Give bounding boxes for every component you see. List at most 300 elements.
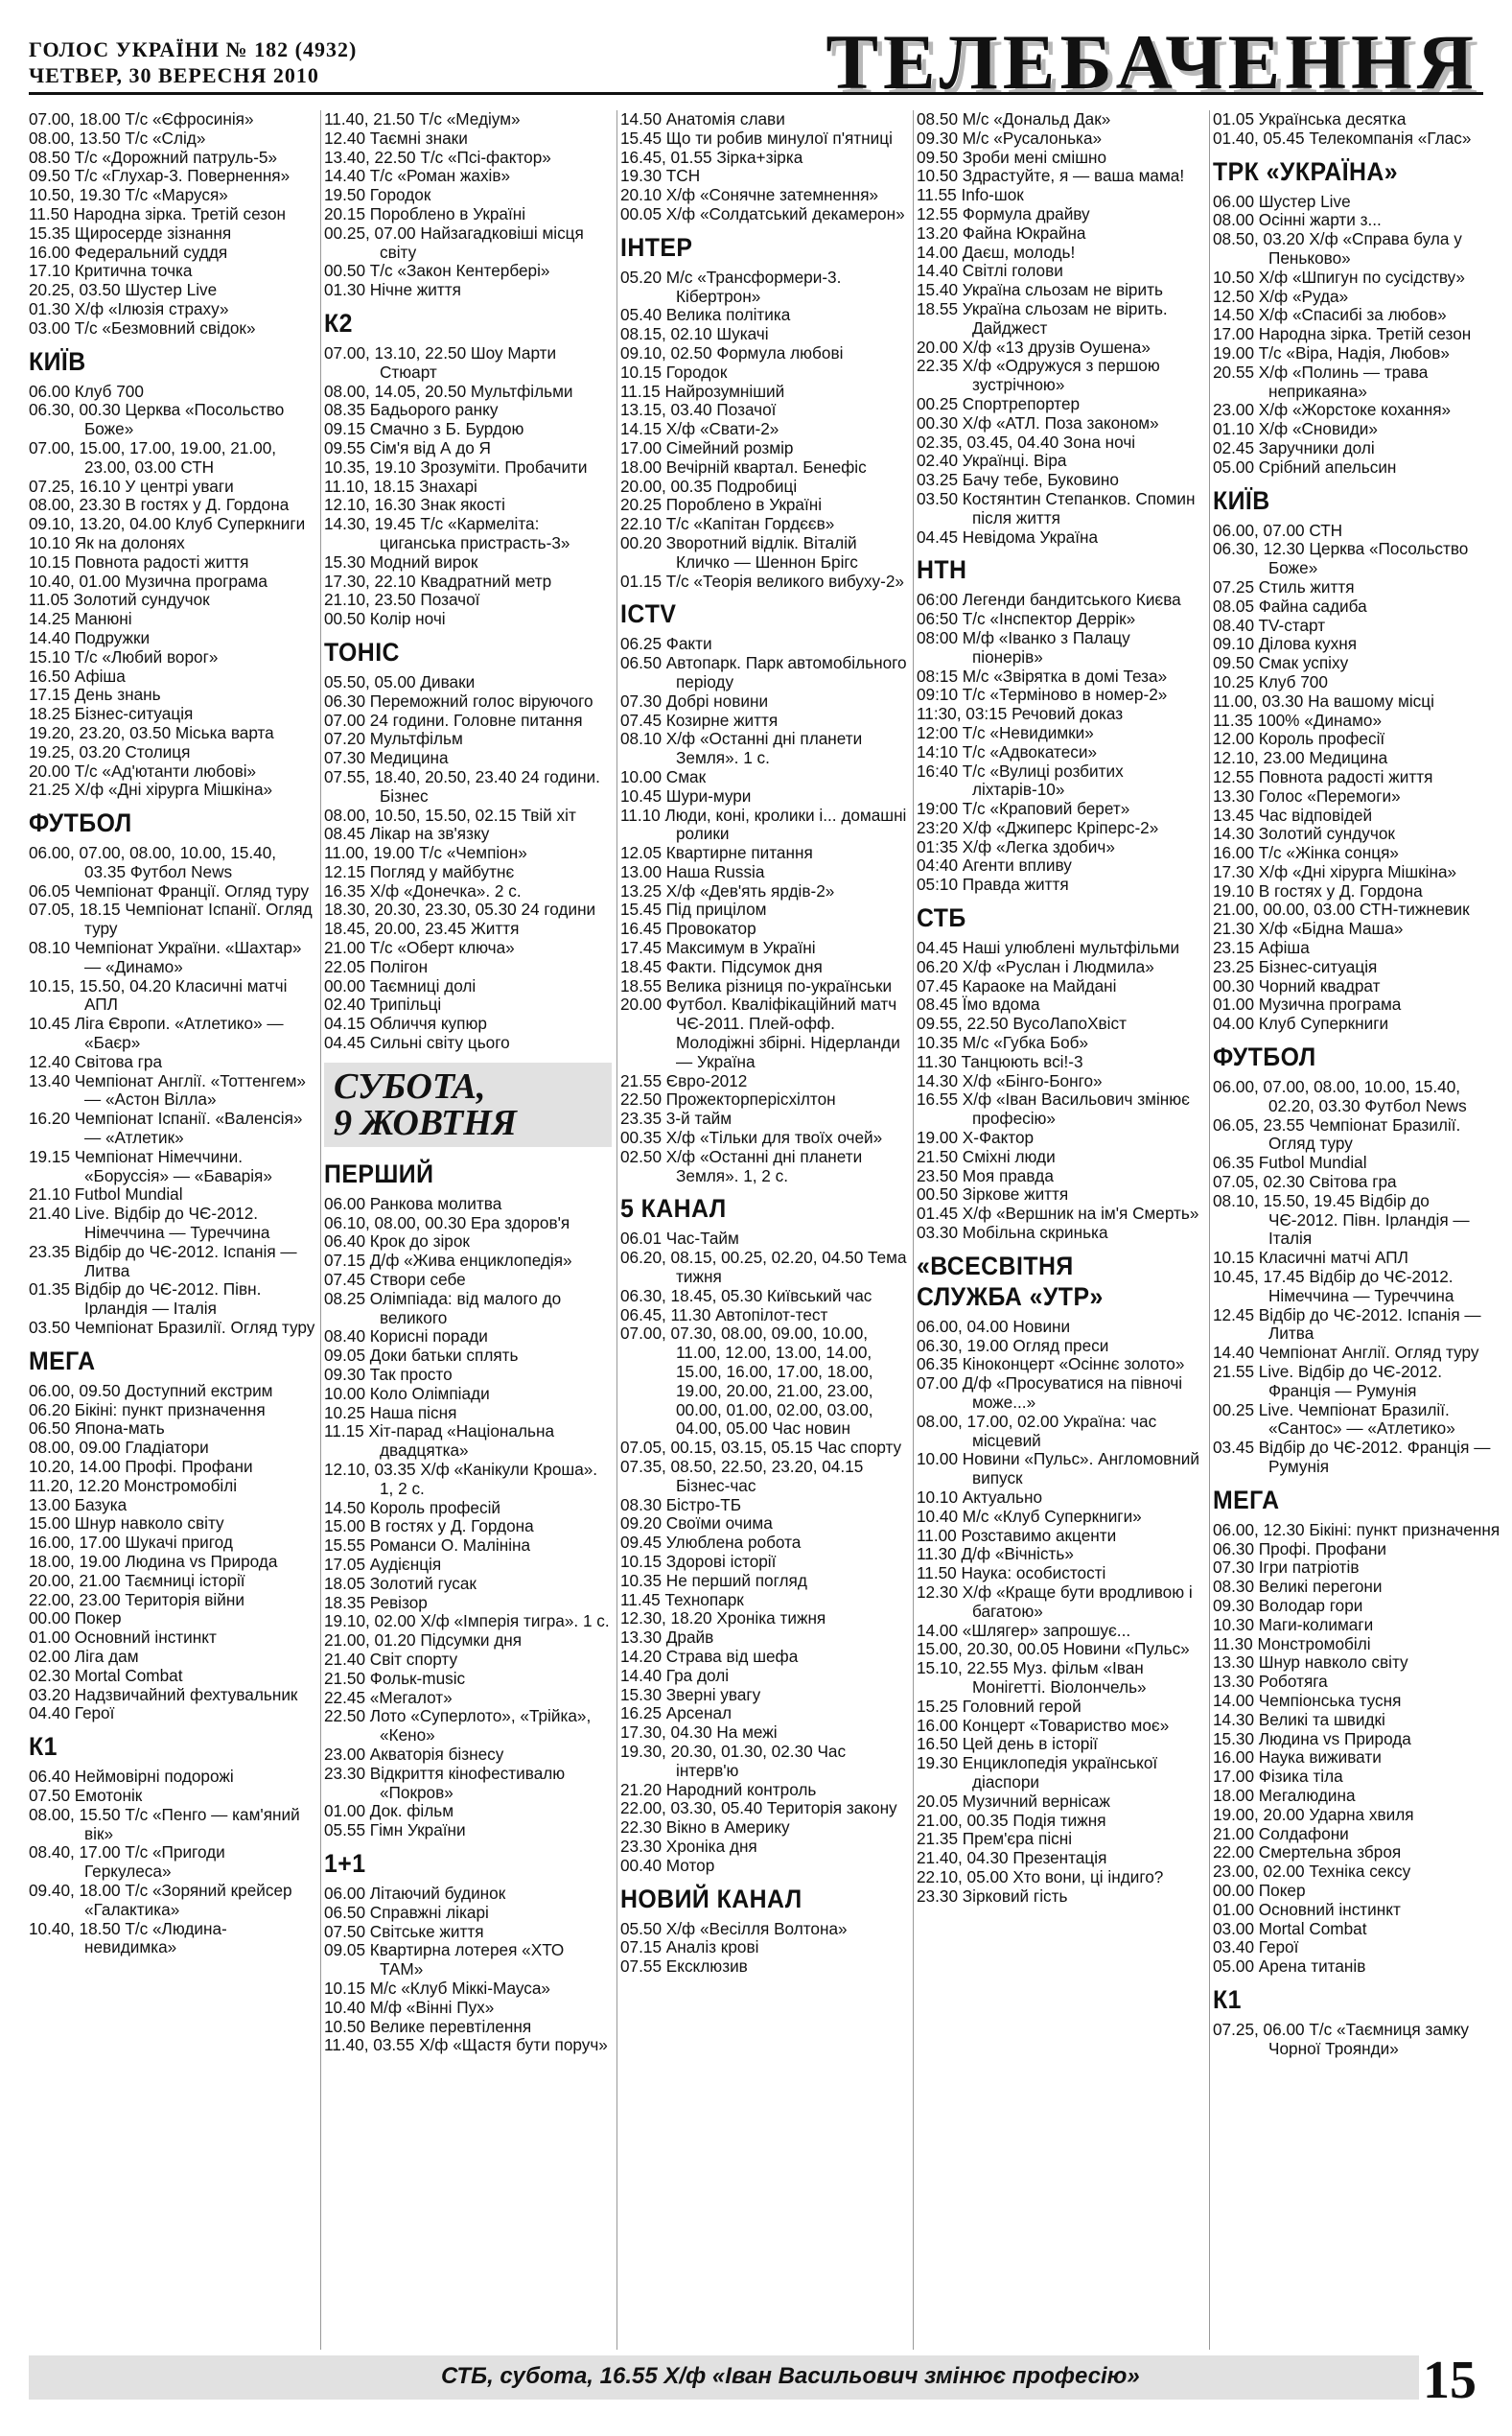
program-entry: 21.55 Live. Відбір до ЧЄ-2012. Франція — Румунія [1213, 1362, 1443, 1400]
program-entry: 06.30, 18.45, 05.30 Київський час [620, 1285, 872, 1305]
program-entry: 04.45 Сильні світу цього [324, 1033, 510, 1053]
newspaper-issue: ГОЛОС УКРАЇНИ № 182 (4932) [29, 37, 358, 61]
program-entry: 08.40, 17.00 Т/с «Пригоди Геркулеса» [29, 1842, 225, 1882]
program-entry: 08.05 Файна садиба [1213, 596, 1367, 616]
program-entry: 08.40 TV-старт [1213, 615, 1326, 635]
program-entry: 21.00, 01.20 Підсумки дня [324, 1630, 523, 1651]
program-entry: 07.00, 13.10, 22.50 Шоу Марти Стюарт [324, 342, 557, 382]
program-entry: 19.50 Городок [324, 185, 431, 205]
program-entry: 11.50 Народна зірка. Третій сезон [29, 203, 286, 223]
program-entry: 23.35 3-й тайм [620, 1109, 733, 1129]
program-entry: 16.50 Афіша [29, 666, 126, 686]
program-entry: 14.00 «Шлягер» запрошує... [917, 1620, 1131, 1640]
program-entry: 07.25 Стиль життя [1213, 576, 1355, 597]
program-entry: 10.50 Х/ф «Шпигун по сусідству» [1213, 267, 1465, 287]
program-entry: 15.10, 22.55 Муз. фільм «Іван Монігетті. Віолончель» [917, 1658, 1147, 1697]
program-entry: 07.15 Аналіз крові [620, 1937, 759, 1957]
program-entry: 13.30 Голос «Перемоги» [1213, 785, 1401, 806]
program-entry: 12.30 Х/ф «Краще бути вродливою і багатою» [917, 1581, 1193, 1621]
program-entry: 17.05 Аудієнція [324, 1555, 442, 1574]
program-entry: 08:00 М/ф «Іванко з Палацу піонерів» [917, 627, 1130, 667]
program-entry: 09.30 М/с «Русалонька» [917, 128, 1103, 148]
program-entry: 08.30 Великі перегони [1213, 1577, 1383, 1597]
program-entry: 12.05 Квартирне питання [620, 843, 813, 863]
program-entry: 16.50 Цей день в історії [917, 1734, 1098, 1754]
program-entry: 07.00, 18.00 Т/с «Єфросинія» [29, 110, 254, 129]
program-entry: 22.45 «Мегалот» [324, 1687, 453, 1707]
program-entry: 06:00 Легенди бандитського Києва [917, 590, 1181, 610]
program-entry: 04.40 Герої [29, 1703, 115, 1723]
program-entry: 09.30 Володар гори [1213, 1595, 1363, 1615]
program-entry: 02.30 Mortal Combat [29, 1665, 183, 1685]
program-entry: 06.00, 12.30 Бікіні: пункт призначення [1213, 1519, 1500, 1539]
program-entry: 17.30, 22.10 Квадратний метр [324, 571, 552, 591]
program-entry: 10.45, 17.45 Відбір до ЧЄ-2012. Німеччина — Туреччина [1213, 1267, 1454, 1305]
program-entry: 10.35 Не перший погляд [620, 1570, 807, 1590]
column-1 [29, 110, 316, 2350]
program-entry: 03.25 Бачу тебе, Буковино [917, 470, 1119, 490]
program-entry: 05.55 Гімн України [324, 1820, 466, 1840]
program-entry: 14.40 Чемпіонат Англії. Огляд туру [1213, 1343, 1479, 1363]
program-entry: 13.00 Базука [29, 1494, 128, 1514]
program-entry: 06.00 Літаючий будинок [324, 1883, 506, 1903]
channel-heading: ТРК «УКРАЇНА» [1213, 156, 1399, 186]
program-entry: 11.10, 18.15 Знахарі [324, 476, 477, 496]
program-entry: 20.00 Футбол. Кваліфікаційний матч ЧЄ-2011. Плей-офф. Молодіжні збірні. Нідерланди — Україна [620, 995, 900, 1071]
program-entry: 11.30 Монстромобілі [1213, 1633, 1371, 1653]
program-entry: 06.50 Япона-мать [29, 1418, 165, 1439]
program-entry: 15.00, 20.30, 00.05 Новини «Пульс» [917, 1639, 1190, 1659]
program-entry: 22.00, 03.30, 05.40 Територія закону [620, 1798, 897, 1818]
program-entry: 12.00 Король професії [1213, 729, 1385, 749]
program-entry: 12:00 Т/с «Невидимки» [917, 722, 1094, 742]
program-entry: 12.15 Погляд у майбутнє [324, 861, 515, 881]
program-entry: 12.40 Світова гра [29, 1051, 163, 1071]
program-entry: 10.35 М/с «Губка Боб» [917, 1033, 1089, 1053]
program-entry: 08.10 Чемпіонат України. «Шахтар» — «Динамо» [29, 938, 302, 976]
program-entry: 06.20 Х/ф «Руслан і Людмила» [917, 956, 1154, 976]
program-entry: 17.00 Сімейний розмір [620, 437, 794, 457]
program-entry: 09.10, 02.50 Формула любові [620, 342, 844, 363]
program-entry: 09.55 Сім'я від А до Я [324, 437, 491, 457]
program-entry: 01.00 Основний інстинкт [1213, 1899, 1401, 1919]
program-entry: 21.40 Світ спорту [324, 1649, 458, 1669]
program-entry: 14.40 Т/с «Роман жахів» [324, 166, 511, 186]
program-entry: 10.25 Клуб 700 [1213, 671, 1328, 691]
program-entry: 11.15 Хіт-парад «Національна двадцятка» [324, 1421, 555, 1461]
program-entry: 00.25 Live. Чемпіонат Бразилії. «Сантос» — «Атлетико» [1213, 1399, 1455, 1439]
program-entry: 14:10 Т/с «Адвокатеси» [917, 741, 1098, 761]
program-entry: 01.00 Док. фільм [324, 1801, 454, 1821]
program-entry: 10.50, 19.30 Т/с «Маруся» [29, 185, 228, 205]
program-entry: 05.40 Велика політика [620, 305, 791, 325]
day-banner-line: СУБОТА, [334, 1066, 486, 1107]
program-entry: 20.00, 21.00 Таємниці історії [29, 1570, 245, 1590]
program-entry: 17.15 День знань [29, 685, 161, 705]
program-entry: 07.45 Караоке на Майдані [917, 975, 1117, 995]
program-entry: 08.50 М/с «Дональд Дак» [917, 110, 1111, 129]
program-entry: 14.00 Чемпіонська тусня [1213, 1690, 1402, 1710]
program-entry: 22.00 Смертельна зброя [1213, 1842, 1402, 1862]
program-entry: 13.30 Драйв [620, 1628, 714, 1648]
program-entry: 02.40 Українці. Віра [917, 451, 1067, 471]
program-entry: 19.00 Т/с «Віра, Надія, Любов» [1213, 342, 1450, 363]
program-entry: 09.20 Своїми очима [620, 1513, 773, 1534]
program-entry: 00.05 Х/ф «Солдатський декамерон» [620, 203, 905, 223]
program-entry: 21.35 Прем'єра пісні [917, 1829, 1073, 1849]
program-entry: 23.00 Акваторія бізнесу [324, 1744, 504, 1764]
program-entry: 03.00 Т/с «Безмовний свідок» [29, 317, 256, 338]
program-entry: 18.35 Ревізор [324, 1592, 428, 1612]
channel-heading: К1 [1213, 1984, 1242, 2014]
program-entry: 21.10 Futbol Mundial [29, 1184, 183, 1205]
program-entry: 19.20, 23.20, 03.50 Міська варта [29, 722, 274, 742]
program-entry: 06.00, 07.00, 08.00, 10.00, 15.40, 02.20, 03.30 Футбол News [1213, 1077, 1467, 1115]
program-entry: 10.10 Актуально [917, 1487, 1043, 1507]
program-entry: 08.15, 02.10 Шукачі [620, 324, 769, 344]
program-entry: 06.50 Справжні лікарі [324, 1902, 489, 1922]
program-entry: 07.30 Медицина [324, 748, 449, 768]
program-entry: 07.35, 08.50, 22.50, 23.20, 04.15 Бізнес-час [620, 1457, 864, 1495]
program-entry: 08.00, 23.30 В гостях у Д. Гордона [29, 495, 290, 515]
program-entry: 06.00, 07.00 СТН [1213, 520, 1343, 540]
program-entry: 16.00 Федеральний суддя [29, 242, 228, 262]
program-entry: 08.45 Їмо вдома [917, 995, 1040, 1015]
program-entry: 13.40, 22.50 Т/с «Псі-фактор» [324, 147, 551, 167]
program-entry: 02.00 Ліга дам [29, 1646, 139, 1666]
program-entry: 12.10, 23.00 Медицина [1213, 748, 1388, 768]
program-entry: 19.00, 20.00 Ударна хвиля [1213, 1804, 1414, 1824]
program-entry: 05.00 Срібний апельсин [1213, 457, 1397, 477]
program-entry: 07.00, 07.30, 08.00, 09.00, 10.00, 11.00, 12.00, 13.00, 14.00, 15.00, 16.00, 17.00, 18.00, 19.00, 20.00, 21.00, 23.00, 00.00, 01.00, 02.00, 03.00, 04.00, 05.00 Час новин [620, 1323, 873, 1439]
program-entry: 19.10 В гостях у Д. Гордона [1213, 880, 1423, 901]
program-entry: 10.40 М/ф «Вінні Пух» [324, 1997, 495, 2017]
channel-heading: ФУТБОЛ [1213, 1042, 1316, 1072]
program-entry: 19.25, 03.20 Столиця [29, 741, 191, 761]
program-entry: 21.00 Солдафони [1213, 1823, 1349, 1843]
program-entry: 19.30 Енциклопедія української діаспори [917, 1753, 1158, 1792]
program-entry: 15.45 Під прицілом [620, 900, 767, 920]
program-entry: 23.00 Х/ф «Жорстоке кохання» [1213, 400, 1452, 420]
program-entry: 14.30, 19.45 Т/с «Кармеліта: циганська пристрасть-3» [324, 514, 570, 552]
program-entry: 00.25 Спортрепортер [917, 393, 1081, 413]
program-entry: 01.00 Музична програма [1213, 995, 1402, 1015]
program-entry: 16:40 Т/с «Вулиці розбитих ліхтарів-10» [917, 761, 1124, 800]
program-entry: 19.30, 20.30, 01.30, 02.30 Час інтерв'ю [620, 1741, 847, 1780]
program-entry: 00.30 Чорний квадрат [1213, 975, 1381, 995]
program-entry: 21.10, 23.50 Позачої [324, 590, 480, 610]
program-entry: 07.45 Створи себе [324, 1270, 466, 1290]
program-entry: 07.45 Козирне життя [620, 710, 779, 730]
program-entry: 21.30 Х/ф «Бідна Маша» [1213, 919, 1404, 939]
program-entry: 05.00 Арена титанів [1213, 1956, 1366, 1977]
program-entry: 17.30 Х/ф «Дні хірурга Мішкіна» [1213, 861, 1457, 881]
program-entry: 21.55 Євро-2012 [620, 1070, 748, 1090]
program-entry: 12.55 Повнота радості життя [1213, 766, 1433, 786]
program-entry: 06.50 Автопарк. Парк автомобільного періоду [620, 653, 907, 691]
program-entry: 06.45, 11.30 Автопілот-тест [620, 1304, 828, 1324]
program-entry: 01.30 Х/ф «Ілюзія страху» [29, 298, 229, 318]
program-entry: 21.00, 00.35 Подія тижня [917, 1810, 1106, 1830]
channel-heading: МЕГА [1213, 1485, 1280, 1514]
program-entry: 06.01 Час-Тайм [620, 1229, 739, 1249]
program-entry: 06:50 Т/с «Інспектор Деррік» [917, 609, 1136, 629]
program-entry: 16.00 Наука виживати [1213, 1747, 1382, 1768]
program-entry: 00.50 Колір ночі [324, 609, 446, 629]
program-entry: 06.25 Факти [620, 634, 712, 654]
column-divider [320, 110, 321, 2350]
program-entry: 01.15 Т/с «Теорія великого вибуху-2» [620, 571, 904, 591]
program-entry: 09.30 Так просто [324, 1365, 453, 1385]
program-entry: 14.15 Х/ф «Свати-2» [620, 419, 779, 439]
program-entry: 15.10 Т/с «Любий ворог» [29, 646, 219, 667]
program-entry: 09.55, 22.50 ВусоЛапоХвіст [917, 1014, 1127, 1034]
program-entry: 19.30 ТСН [620, 166, 701, 186]
program-entry: 08.00, 13.50 Т/с «Слід» [29, 128, 206, 148]
day-banner-line: 9 ЖОВТНЯ [334, 1102, 517, 1143]
program-entry: 06.00, 09.50 Доступний екстрим [29, 1380, 273, 1400]
program-entry: 11.15 Найрозумніший [620, 381, 785, 401]
program-entry: 17.30, 04.30 На межі [620, 1722, 778, 1743]
program-entry: 10.50 Здрастуйте, я — ваша мама! [917, 166, 1185, 186]
program-entry: 07.00, 15.00, 17.00, 19.00, 21.00, 23.00, 03.00 СТН [29, 437, 277, 477]
program-entry: 16.45 Провокатор [620, 919, 756, 939]
program-entry: 10.15 Повнота радості життя [29, 551, 249, 572]
program-entry: 10.15 М/с «Клуб Міккі-Мауса» [324, 1978, 550, 1998]
program-entry: 06.20, 08.15, 00.25, 02.20, 04.50 Тема тижня [620, 1248, 907, 1287]
program-entry: 01.00 Основний інстинкт [29, 1628, 217, 1648]
program-entry: 14.40 Світлі голови [917, 261, 1063, 281]
program-entry: 05:10 Правда життя [917, 875, 1069, 895]
program-entry: 23.25 Бізнес-ситуація [1213, 956, 1378, 976]
program-entry: 13.30 Шнур навколо світу [1213, 1652, 1408, 1673]
program-entry: 04:40 Агенти впливу [917, 855, 1072, 876]
program-entry: 10.00 Коло Олімпіади [324, 1383, 490, 1403]
program-entry: 10.20, 14.00 Профі. Профани [29, 1457, 253, 1476]
masthead-info [29, 36, 357, 88]
program-entry: 20.05 Музичний вернісаж [917, 1791, 1110, 1811]
program-entry: 23.30 Зірковий гість [917, 1886, 1068, 1906]
program-entry: 13.15, 03.40 Позачої [620, 400, 777, 420]
page-footer [29, 2352, 1486, 2419]
program-entry: 18.00 Мегалюдина [1213, 1785, 1356, 1805]
program-entry: 03.50 Костянтин Степанков. Спомин після життя [917, 488, 1196, 527]
section-title: ТЕЛЕБАЧЕННЯ [826, 18, 1478, 105]
program-entry: 22.10 Т/с «Капітан Гордєєв» [620, 514, 835, 534]
program-entry: 23.00, 02.00 Техніка сексу [1213, 1862, 1411, 1882]
program-entry: 08.40 Корисні поради [324, 1326, 488, 1347]
program-entry: 08.00, 15.50 Т/с «Пенго — кам'яний вік» [29, 1804, 300, 1843]
program-entry: 15.00 Шнур навколо світу [29, 1513, 224, 1534]
program-entry: 06.00, 04.00 Новини [917, 1316, 1071, 1336]
channel-heading: ФУТБОЛ [29, 808, 132, 838]
program-entry: 14.20 Страва від шефа [620, 1646, 799, 1666]
program-entry: 14.50 Х/ф «Спасибі за любов» [1213, 305, 1447, 325]
program-entry: 06.30, 00.30 Церква «Посольство Боже» [29, 400, 285, 439]
channel-heading: К1 [29, 1732, 58, 1762]
program-entry: 14.30 Х/ф «Бінго-Бонго» [917, 1070, 1103, 1090]
program-entry: 01:35 Х/ф «Легка здобич» [917, 836, 1115, 856]
program-entry: 19.15 Чемпіонат Німеччини. «Боруссія» — «Баварія» [29, 1146, 272, 1185]
program-entry: 21.50 Фольк-music [324, 1668, 466, 1688]
program-entry: 10.40 М/с «Клуб Суперкниги» [917, 1506, 1142, 1526]
program-entry: 06.00 Ранкова молитва [324, 1193, 502, 1213]
program-entry: 01.35 Відбір до ЧЄ-2012. Півн. Ірландія — Італія [29, 1279, 262, 1319]
program-entry: 18.30, 20.30, 23.30, 05.30 24 години [324, 900, 596, 920]
program-entry: 09.45 Улюблена робота [620, 1533, 802, 1553]
program-entry: 00.20 Зворотний відлік. Віталій Кличко — Шеннон Брігс [620, 532, 858, 572]
program-entry: 18.45 Факти. Підсумок дня [620, 956, 823, 976]
program-entry: 07.30 Ігри патріотів [1213, 1558, 1360, 1578]
program-entry: 15.00 В гостях у Д. Гордона [324, 1516, 534, 1536]
program-entry: 09.10 Ділова кухня [1213, 634, 1357, 654]
program-entry: 23.50 Моя правда [917, 1165, 1054, 1185]
program-entry: 21.40 Live. Відбір до ЧЄ-2012. Німеччина — Туреччина [29, 1204, 270, 1243]
program-entry: 22.05 Полігон [324, 956, 429, 976]
program-entry: 21.40, 04.30 Презентація [917, 1848, 1107, 1868]
channel-heading: ТОНІС [324, 637, 400, 667]
program-entry: 15.30 Людина vs Природа [1213, 1728, 1411, 1748]
program-entry: 05.50 Х/ф «Весілля Волтона» [620, 1918, 848, 1938]
program-entry: 15.35 Щиросерде зізнання [29, 223, 232, 243]
program-entry: 08.45 Лікар на зв'язку [324, 824, 490, 844]
program-entry: 00.00 Покер [29, 1608, 122, 1628]
program-entry: 06.05, 23.55 Чемпіонат Бразилії. Огляд туру [1213, 1114, 1461, 1154]
program-entry: 12.50 Х/ф «Руда» [1213, 286, 1349, 306]
program-entry: 05.50, 05.00 Диваки [324, 671, 476, 691]
program-entry: 00.35 Х/ф «Тільки для твоїх очей» [620, 1128, 883, 1148]
channel-heading: НОВИЙ КАНАЛ [620, 1884, 803, 1913]
program-entry: 02.45 Заручники долі [1213, 437, 1375, 457]
program-entry: 14.00 Даєш, молодь! [917, 242, 1076, 262]
column-4 [917, 110, 1204, 2350]
program-entry: 13.30 Роботяга [1213, 1672, 1328, 1692]
channel-heading: «ВСЕСВІТНЯ СЛУЖБА «УТР» [917, 1251, 1104, 1311]
program-entry: 09.05 Квартирна лотерея «ХТО ТАМ» [324, 1940, 565, 1979]
program-entry: 06.05 Чемпіонат Франції. Огляд туру [29, 880, 310, 901]
program-entry: 07.00 24 години. Головне питання [324, 710, 583, 730]
program-entry: 08.00, 14.05, 20.50 Мультфільми [324, 381, 573, 401]
program-entry: 18.55 Велика різниця по-українськи [620, 975, 893, 995]
program-entry: 08.00, 10.50, 15.50, 02.15 Твій хіт [324, 805, 576, 825]
program-entry: 19:00 Т/с «Краповий берет» [917, 799, 1130, 819]
program-entry: 17.45 Максимум в Україні [620, 938, 816, 958]
program-entry: 13.40 Чемпіонат Англії. «Тоттенгем» — «Астон Вілла» [29, 1070, 306, 1110]
program-entry: 12.45 Відбір до ЧЄ-2012. Іспанія — Литва [1213, 1304, 1481, 1344]
program-entry: 10.15 Класичні матчі АПЛ [1213, 1248, 1408, 1268]
program-entry: 06.00 Клуб 700 [29, 381, 144, 401]
program-entry: 04.15 Обличчя купюр [324, 1014, 487, 1034]
program-entry: 16.55 Х/ф «Іван Васильович змінює професію» [917, 1089, 1190, 1129]
program-entry: 14.50 Анатомія слави [620, 110, 785, 129]
program-entry: 06.20 Бікіні: пункт призначення [29, 1399, 266, 1419]
program-entry: 06.30, 12.30 Церква «Посольство Боже» [1213, 539, 1469, 578]
program-entry: 06.30 Переможний голос віруючого [324, 691, 593, 711]
column-3 [620, 110, 908, 2350]
program-entry: 20.00 Х/ф «13 друзів Оушена» [917, 337, 1151, 357]
column-divider [1209, 110, 1210, 2350]
program-entry: 14.50 Король професій [324, 1497, 500, 1517]
program-entry: 10.00 Смак [620, 766, 707, 786]
program-entry: 03.40 Герої [1213, 1937, 1299, 1957]
program-entry: 07.55, 18.40, 20.50, 23.40 24 години. Бізнес [324, 766, 600, 806]
program-entry: 08.30 Бістро-ТБ [620, 1494, 741, 1514]
program-entry: 22.30 Вікно в Америку [620, 1817, 790, 1838]
program-entry: 11.30 Д/ф «Вічність» [917, 1544, 1074, 1564]
program-entry: 12.30, 18.20 Хроніка тижня [620, 1608, 826, 1628]
program-entry: 05.20 М/с «Трансформери-3. Кібертрон» [620, 267, 842, 306]
program-entry: 20.15 Пороблено в Україні [324, 203, 526, 223]
page-header [0, 0, 1512, 110]
program-entry: 07.20 Мультфільм [324, 729, 463, 749]
program-entry: 08.50 Т/с «Дорожний патруль-5» [29, 147, 278, 167]
program-entry: 08.35 Бадьорого ранку [324, 400, 499, 420]
promo-text: СТБ, субота, 16.55 Х/ф «Іван Васильович змінює професію» [441, 2363, 1140, 2389]
program-entry: 11.30 Танцюють всі!-3 [917, 1051, 1083, 1071]
program-entry: 10.00 Новини «Пульс». Англомовний випуск [917, 1449, 1199, 1488]
program-entry: 01.30 Нічне життя [324, 280, 461, 300]
program-entry: 23:20 Х/ф «Джиперс Кріперс-2» [917, 817, 1159, 837]
program-entry: 13.45 Час відповідей [1213, 805, 1373, 825]
program-entry: 13.25 Х/ф «Дев'ять ярдів-2» [620, 880, 835, 901]
program-entry: 15.25 Головний герой [917, 1696, 1082, 1716]
program-entry: 10.15 Городок [620, 362, 728, 382]
program-entry: 06.30 Профі. Профани [1213, 1538, 1387, 1558]
program-entry: 10.45 Ліга Європи. «Атлетико» — «Баєр» [29, 1014, 284, 1053]
program-entry: 22.10, 05.00 Хто вони, ці індиго? [917, 1866, 1164, 1886]
program-entry: 08.00, 17.00, 02.00 Україна: час місцевий [917, 1411, 1157, 1450]
program-entry: 00.50 Зіркове життя [917, 1184, 1069, 1205]
program-entry: 03.20 Надзвичайний фехтувальник [29, 1684, 298, 1704]
program-entry: 13.20 Файна Юкрайна [917, 223, 1086, 243]
channel-heading: 1+1 [324, 1848, 366, 1878]
program-entry: 06.40 Неймовірні подорожі [29, 1767, 234, 1787]
program-entry: 00.00 Таємниці долі [324, 975, 477, 995]
program-entry: 18.55 Україна сльозам не вірить. Дайджест [917, 298, 1168, 338]
program-entry: 06.10, 08.00, 00.30 Ера здоров'я [324, 1212, 570, 1232]
program-entry: 09.10, 13.20, 04.00 Клуб Суперкниги [29, 514, 306, 534]
program-entry: 15.40 Україна сльозам не вірить [917, 280, 1163, 300]
program-entry: 00.30 Х/ф «АТЛ. Поза законом» [917, 412, 1159, 433]
program-entry: 17.00 Народна зірка. Третій сезон [1213, 324, 1472, 344]
column-2 [324, 110, 612, 2350]
program-entry: 13.00 Наша Russia [620, 861, 765, 881]
program-entry: 16.25 Арсенал [620, 1703, 733, 1723]
program-entry: 14.30 Великі та швидкі [1213, 1709, 1385, 1729]
program-entry: 06.00 Шустер Live [1213, 191, 1351, 211]
listings-columns [29, 110, 1500, 2350]
program-entry: 11.35 100% «Динамо» [1213, 710, 1383, 730]
program-entry: 16.00, 17.00 Шукачі пригод [29, 1533, 233, 1553]
program-entry: 08.25 Олімпіада: від малого до великого [324, 1288, 562, 1327]
program-entry: 21.50 Сміхні люди [917, 1146, 1056, 1166]
program-entry: 12.55 Формула драйву [917, 203, 1090, 223]
program-entry: 08:15 М/с «Звіряткa в домі Теза» [917, 666, 1168, 686]
program-entry: 11.00 Розставимо акценти [917, 1525, 1117, 1545]
program-entry: 06.35 Futbol Mundial [1213, 1153, 1367, 1173]
program-entry: 08.50, 03.20 Х/ф «Справа була у Пеньково» [1213, 229, 1462, 268]
channel-heading: К2 [324, 308, 353, 338]
program-entry: 11.55 Info-шок [917, 185, 1024, 205]
program-entry: 06.35 Кіноконцерт «Осіннє золото» [917, 1354, 1185, 1374]
program-entry: 20.00, 00.35 Подробиці [620, 476, 798, 496]
program-entry: 16.45, 01.55 Зірка+зірка [620, 147, 803, 167]
program-entry: 09.15 Смачно з Б. Бурдою [324, 419, 524, 439]
program-entry: 11.40, 03.55 Х/ф «Щастя бути поруч» [324, 2035, 608, 2055]
program-entry: 10.45 Шури-мури [620, 785, 752, 806]
channel-heading: НТН [917, 555, 967, 585]
program-entry: 10.25 Наша пісня [324, 1402, 457, 1422]
